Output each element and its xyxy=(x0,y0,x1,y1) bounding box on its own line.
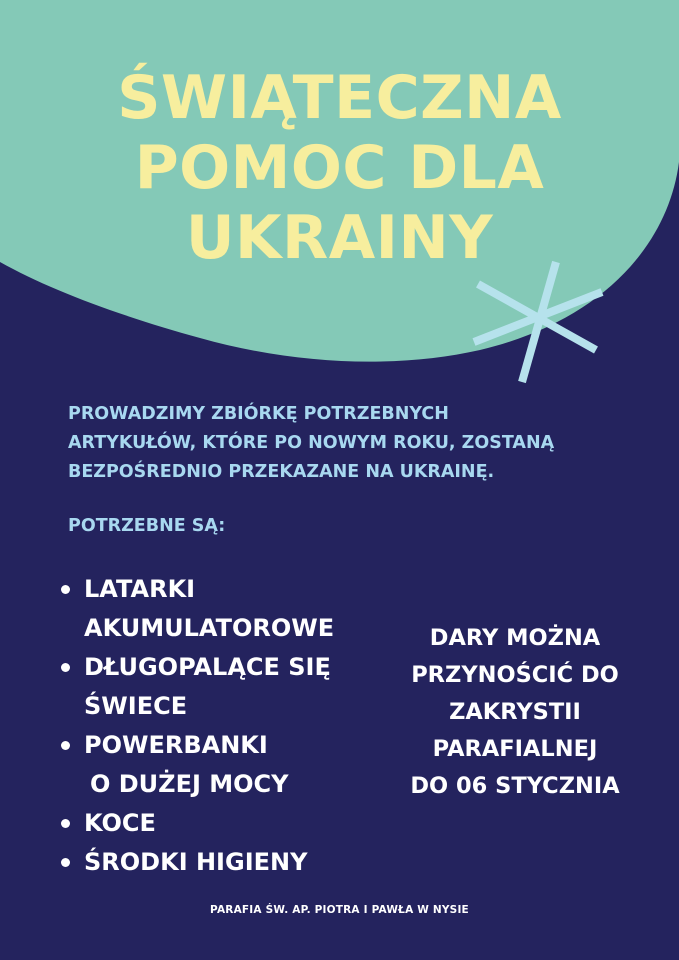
bullet-icon xyxy=(61,819,70,828)
list-item-powerbanks xyxy=(56,726,334,804)
needs-label: POTRZEBNE SĄ: xyxy=(68,516,226,536)
dropoff-line-3: ZAKRYSTII xyxy=(449,699,581,725)
list-item-line: O DUŻEJ MOCY xyxy=(90,770,289,798)
list-item-line: ŚWIECE xyxy=(84,692,188,720)
title-line-1: ŚWIĄTECZNA xyxy=(117,63,562,133)
list-item-line: DŁUGOPALĄCE SIĘ xyxy=(84,653,331,681)
list-item-line: POWERBANKI xyxy=(84,731,268,759)
list-item-hygiene xyxy=(56,843,334,882)
parish-footer: PARAFIA ŚW. AP. PIOTRA I PAWŁA W NYSIE xyxy=(210,904,469,916)
needed-items-list xyxy=(56,570,334,882)
bullet-icon xyxy=(61,858,70,867)
bullet-icon xyxy=(61,741,70,750)
title-line-3: UKRAINY xyxy=(185,203,494,273)
intro-line-2: ARTYKUŁÓW, KTÓRE PO NOWYM ROKU, ZOSTANĄ xyxy=(68,433,555,453)
list-item-candles xyxy=(56,648,334,726)
intro-text xyxy=(68,400,668,487)
title-line-2: POMOC DLA xyxy=(134,133,545,203)
list-item-line: KOCE xyxy=(84,809,156,837)
dropoff-line-5: DO 06 STYCZNIA xyxy=(410,773,620,799)
dropoff-line-2: PRZYNOŚCIĆ DO xyxy=(411,662,619,688)
intro-line-1: PROWADZIMY ZBIÓRKĘ POTRZEBNYCH xyxy=(68,404,449,424)
bullet-icon xyxy=(61,663,70,672)
list-item-line: AKUMULATOROWE xyxy=(84,614,335,642)
dropoff-info xyxy=(384,620,646,805)
intro-line-3: BEZPOŚREDNIO PRZEKAZANE NA UKRAINĘ. xyxy=(68,462,495,482)
dropoff-line-1: DARY MOŻNA xyxy=(429,625,601,651)
list-item-line: ŚRODKI HIGIENY xyxy=(84,848,308,876)
dropoff-line-4: PARAFIALNEJ xyxy=(432,736,598,762)
list-item-flashlights xyxy=(56,570,334,648)
snowflake-icon xyxy=(468,258,608,388)
bullet-icon xyxy=(61,585,70,594)
list-item-blankets xyxy=(56,804,334,843)
list-item-line: LATARKI xyxy=(84,575,196,603)
